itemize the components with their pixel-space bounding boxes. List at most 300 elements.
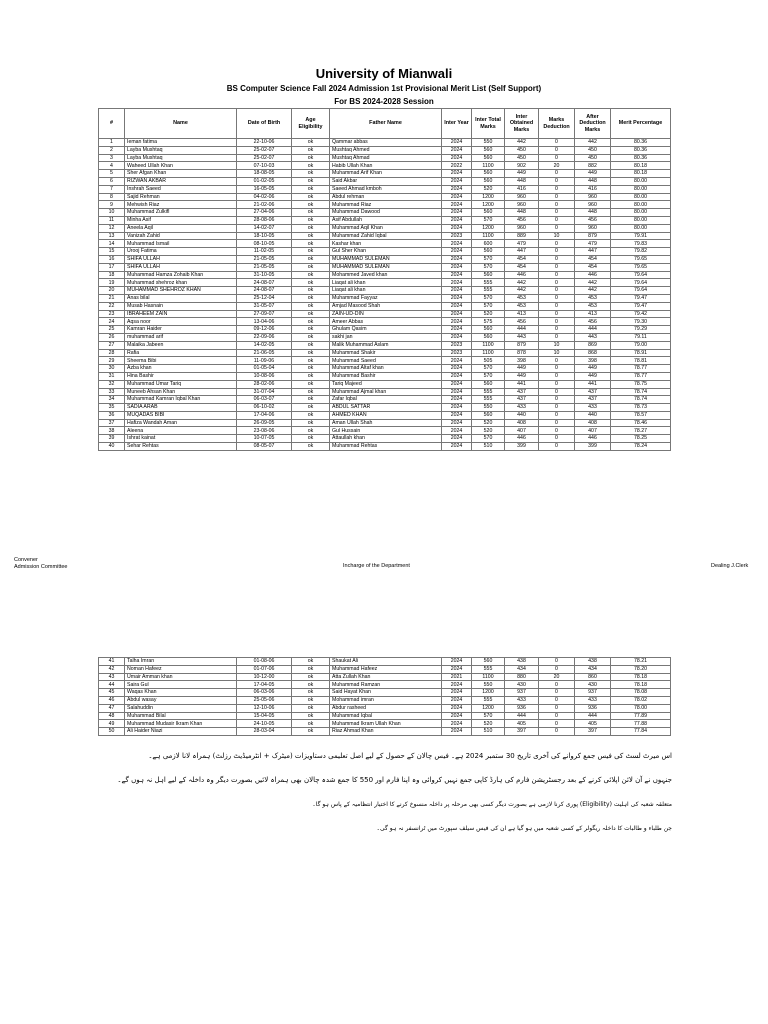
table-cell: 1200	[472, 704, 505, 712]
note-registration-form: جنہوں نے آن لائن اپلائی کرنے کے بعد رجسٹریشن فارم کی ہارڈ کاپی جمع نہیں کروائی وہ اپنا فارم اور 550 کا جمع شدہ چالان بھی ہمراہ لائیں بصورت دیگر وہ داخلہ کے لیے اہل نہ ہوں گے۔	[117, 776, 672, 784]
table-cell: 38	[99, 427, 125, 435]
table-cell: 454	[575, 255, 611, 263]
table-cell: 430	[505, 681, 539, 689]
table-cell: 43	[99, 673, 125, 681]
table-cell: 2024	[442, 357, 472, 365]
table-cell: ok	[292, 333, 330, 341]
table-cell: 10-12-00	[237, 673, 292, 681]
table-row	[99, 380, 671, 388]
table-cell: Abdul rehman	[330, 193, 442, 201]
table-cell: 889	[505, 232, 539, 240]
instructions-section	[112, 752, 672, 848]
table-cell: 0	[539, 193, 575, 201]
table-cell: 0	[539, 365, 575, 373]
table-cell: 2024	[442, 712, 472, 720]
table-cell: ok	[292, 154, 330, 162]
table-cell: 444	[505, 712, 539, 720]
table-row	[99, 224, 671, 232]
table-cell: 79.42	[611, 310, 671, 318]
table-cell: Waqas Khan	[125, 689, 237, 697]
table-cell: 0	[539, 302, 575, 310]
convener-signature-label	[14, 557, 68, 571]
table-cell: 448	[575, 177, 611, 185]
table-cell: 04-02-06	[237, 193, 292, 201]
table-row	[99, 333, 671, 341]
table-cell: ok	[292, 326, 330, 334]
table-cell: 397	[505, 728, 539, 736]
table-cell: 453	[575, 302, 611, 310]
table-cell: 560	[472, 170, 505, 178]
table-cell: Muhammad Bilal	[125, 712, 237, 720]
table-cell: 0	[539, 185, 575, 193]
table-cell: Riaz Ahmad Khan	[330, 728, 442, 736]
table-cell: 1100	[472, 162, 505, 170]
table-cell: 10	[539, 349, 575, 357]
table-cell: 2024	[442, 396, 472, 404]
table-cell: 3	[99, 154, 125, 162]
note-fee-deadline: اس میرٹ لسٹ کی فیس جمع کروانے کی آخری تاریخ 30 ستمبر 2024 ہے۔ فیس چالان کے حصول کے لیے اصل تعلیمی دستاویزات (میٹرک + انٹرمیڈیٹ رزلٹ) ہمراہ لانا لازمی ہے۔	[148, 752, 672, 760]
table-cell: 2024	[442, 177, 472, 185]
table-cell: Said Akbar	[330, 177, 442, 185]
table-cell: 0	[539, 435, 575, 443]
table-cell: Muhammad Zulkifl	[125, 209, 237, 217]
table-cell: 447	[575, 248, 611, 256]
table-cell: 1100	[472, 349, 505, 357]
table-cell: Muhammad Saeed	[330, 357, 442, 365]
column-header: Marks Deduction	[539, 109, 575, 139]
table-cell: 78.02	[611, 696, 671, 704]
table-cell: 520	[472, 720, 505, 728]
table-cell: 06-03-07	[237, 396, 292, 404]
table-cell: 408	[575, 419, 611, 427]
table-cell: 28-02-06	[237, 380, 292, 388]
table-cell: 2024	[442, 248, 472, 256]
table-cell: 18-10-05	[237, 232, 292, 240]
table-cell: 77.89	[611, 712, 671, 720]
table-cell: 45	[99, 689, 125, 697]
table-cell: Mohammed Javed khan	[330, 271, 442, 279]
table-cell: 437	[505, 388, 539, 396]
table-cell: 441	[575, 380, 611, 388]
table-cell: 2024	[442, 271, 472, 279]
table-row	[99, 193, 671, 201]
table-cell: 442	[505, 287, 539, 295]
table-cell: ok	[292, 201, 330, 209]
table-cell: 78.27	[611, 427, 671, 435]
table-cell: Muhammad Iqbal	[330, 712, 442, 720]
table-cell: 448	[505, 177, 539, 185]
table-cell: 2023	[442, 232, 472, 240]
table-cell: 555	[472, 287, 505, 295]
table-cell: 14-02-05	[237, 341, 292, 349]
table-cell: 0	[539, 704, 575, 712]
table-cell: 79.64	[611, 271, 671, 279]
table-cell: 9	[99, 201, 125, 209]
table-row	[99, 302, 671, 310]
table-cell: 555	[472, 396, 505, 404]
table-cell: 15-04-05	[237, 712, 292, 720]
table-cell: 505	[472, 357, 505, 365]
table-cell: 560	[472, 333, 505, 341]
table-cell: 937	[505, 689, 539, 697]
table-cell: 0	[539, 209, 575, 217]
table-cell: 0	[539, 279, 575, 287]
table-cell: 0	[539, 263, 575, 271]
table-cell: ok	[292, 294, 330, 302]
table-cell: ok	[292, 263, 330, 271]
table-cell: 398	[575, 357, 611, 365]
column-header: Date of Birth	[237, 109, 292, 139]
table-cell: 2024	[442, 681, 472, 689]
table-row	[99, 365, 671, 373]
table-cell: SHIFA ULLAH	[125, 255, 237, 263]
table-cell: Gul Hussain	[330, 427, 442, 435]
table-cell: 79.30	[611, 318, 671, 326]
table-cell: 0	[539, 388, 575, 396]
table-cell: 446	[575, 435, 611, 443]
table-cell: Anas bilal	[125, 294, 237, 302]
table-cell: ok	[292, 170, 330, 178]
table-cell: 430	[575, 681, 611, 689]
column-header: Inter Obtained Marks	[505, 109, 539, 139]
table-cell: 2024	[442, 287, 472, 295]
table-row	[99, 341, 671, 349]
table-cell: ok	[292, 193, 330, 201]
table-cell: 0	[539, 443, 575, 451]
table-cell: 960	[575, 224, 611, 232]
table-cell: 6	[99, 177, 125, 185]
table-cell: 31-05-07	[237, 302, 292, 310]
table-cell: 36	[99, 411, 125, 419]
table-cell: 437	[575, 396, 611, 404]
table-cell: 520	[472, 419, 505, 427]
table-cell: 78.25	[611, 435, 671, 443]
table-cell: 2024	[442, 318, 472, 326]
table-cell: Muhammad Shakir	[330, 349, 442, 357]
table-cell: 447	[505, 248, 539, 256]
table-row	[99, 209, 671, 217]
table-cell: 2024	[442, 728, 472, 736]
table-row	[99, 443, 671, 451]
table-cell: 78.74	[611, 388, 671, 396]
table-cell: 47	[99, 704, 125, 712]
table-cell: 0	[539, 696, 575, 704]
table-cell: 555	[472, 279, 505, 287]
table-row	[99, 216, 671, 224]
table-cell: 2024	[442, 333, 472, 341]
table-cell: Liaqat ali khan	[330, 279, 442, 287]
table-cell: 0	[539, 728, 575, 736]
table-cell: Muhammad shehroz khan	[125, 279, 237, 287]
table-cell: Muhammad Rehtas	[330, 443, 442, 451]
table-cell: ok	[292, 696, 330, 704]
table-cell: Attaullah khan	[330, 435, 442, 443]
table-cell: 2024	[442, 255, 472, 263]
table-row	[99, 310, 671, 318]
table-cell: 560	[472, 177, 505, 185]
table-cell: 437	[575, 388, 611, 396]
table-cell: IBRAHEEM ZAIN	[125, 310, 237, 318]
table-cell: MUHAMMAD SULEMAN	[330, 263, 442, 271]
table-cell: 2024	[442, 427, 472, 435]
table-cell: Ieman fatima	[125, 139, 237, 147]
merit-table-part-1	[98, 108, 671, 451]
table-cell: 1200	[472, 201, 505, 209]
table-cell: 0	[539, 154, 575, 162]
table-cell: 80.36	[611, 139, 671, 147]
table-cell: 21-02-06	[237, 201, 292, 209]
table-cell: 27	[99, 341, 125, 349]
table-cell: 7	[99, 185, 125, 193]
table-cell: ok	[292, 720, 330, 728]
table-cell: ok	[292, 279, 330, 287]
table-cell: 550	[472, 681, 505, 689]
table-cell: 869	[575, 341, 611, 349]
table-cell: 22-09-06	[237, 333, 292, 341]
table-cell: 41	[99, 658, 125, 666]
table-cell: 2024	[442, 326, 472, 334]
table-cell: 25	[99, 326, 125, 334]
table-cell: 479	[575, 240, 611, 248]
table-cell: Muhammad Bashir	[330, 372, 442, 380]
table-cell: 32	[99, 380, 125, 388]
table-cell: 433	[505, 696, 539, 704]
table-cell: 1200	[472, 193, 505, 201]
table-row	[99, 388, 671, 396]
column-header: Merit Percentage	[611, 109, 671, 139]
table-row	[99, 349, 671, 357]
table-cell: 80.00	[611, 224, 671, 232]
table-cell: Muhammad Aqil Khan	[330, 224, 442, 232]
table-cell: 442	[575, 279, 611, 287]
merit-list-subtitle: BS Computer Science Fall 2024 Admission 1st Provisional Merit List (Self Support)	[226, 84, 542, 93]
table-row	[99, 146, 671, 154]
table-cell: Minha Asif	[125, 216, 237, 224]
table-cell: 0	[539, 170, 575, 178]
table-row	[99, 696, 671, 704]
table-row	[99, 658, 671, 666]
table-cell: Malaika Jabeen	[125, 341, 237, 349]
table-cell: Shaukat Ali	[330, 658, 442, 666]
table-cell: 0	[539, 720, 575, 728]
table-row	[99, 162, 671, 170]
table-cell: 21	[99, 294, 125, 302]
table-cell: 2024	[442, 154, 472, 162]
table-cell: 2024	[442, 411, 472, 419]
table-cell: 442	[575, 287, 611, 295]
table-cell: 06-10-02	[237, 404, 292, 412]
table-cell: ok	[292, 665, 330, 673]
table-cell: 453	[505, 294, 539, 302]
table-cell: Sher Afgan Khan	[125, 170, 237, 178]
table-cell: 449	[505, 372, 539, 380]
table-cell: 24-10-05	[237, 720, 292, 728]
table-cell: 10	[539, 232, 575, 240]
table-cell: 450	[575, 154, 611, 162]
table-cell: 399	[505, 443, 539, 451]
table-cell: ok	[292, 404, 330, 412]
table-cell: 79.64	[611, 279, 671, 287]
table-cell: 2024	[442, 435, 472, 443]
table-cell: 456	[575, 318, 611, 326]
table-cell: 78.77	[611, 365, 671, 373]
table-cell: 0	[539, 201, 575, 209]
table-cell: ok	[292, 372, 330, 380]
table-cell: 398	[505, 357, 539, 365]
table-cell: 1100	[472, 673, 505, 681]
table-cell: ok	[292, 240, 330, 248]
table-cell: 560	[472, 248, 505, 256]
table-cell: 936	[505, 704, 539, 712]
table-cell: Muhammad Ajmal khan	[330, 388, 442, 396]
table-cell: 570	[472, 435, 505, 443]
table-cell: 79.47	[611, 294, 671, 302]
table-cell: ok	[292, 302, 330, 310]
table-cell: 450	[575, 146, 611, 154]
table-cell: 2024	[442, 380, 472, 388]
table-cell: 936	[575, 704, 611, 712]
table-cell: 78.18	[611, 681, 671, 689]
table-cell: ok	[292, 255, 330, 263]
table-cell: Talha Imran	[125, 658, 237, 666]
table-cell: Saira Gul	[125, 681, 237, 689]
table-cell: 449	[575, 170, 611, 178]
table-cell: 560	[472, 146, 505, 154]
table-row	[99, 318, 671, 326]
table-cell: Qammar abbas	[330, 139, 442, 147]
table-cell: 0	[539, 380, 575, 388]
table-cell: Muhammad Arif Khan	[330, 170, 442, 178]
table-cell: 78.57	[611, 411, 671, 419]
table-cell: 40	[99, 443, 125, 451]
table-cell: 33	[99, 388, 125, 396]
table-cell: Ameer Abbas	[330, 318, 442, 326]
table-cell: 79.00	[611, 341, 671, 349]
table-cell: 48	[99, 712, 125, 720]
table-cell: 444	[575, 712, 611, 720]
table-row	[99, 689, 671, 697]
table-cell: 2024	[442, 224, 472, 232]
table-cell: 17-04-06	[237, 411, 292, 419]
table-cell: 510	[472, 728, 505, 736]
table-cell: 2024	[442, 185, 472, 193]
table-cell: 4	[99, 162, 125, 170]
table-cell: 78.81	[611, 357, 671, 365]
column-header: Inter Total Marks	[472, 109, 505, 139]
table-cell: 0	[539, 240, 575, 248]
table-row	[99, 240, 671, 248]
table-cell: Aqsa noor	[125, 318, 237, 326]
table-cell: 79.29	[611, 326, 671, 334]
table-cell: 2	[99, 146, 125, 154]
table-row	[99, 404, 671, 412]
table-cell: 34	[99, 396, 125, 404]
table-cell: ok	[292, 162, 330, 170]
table-cell: 20	[99, 287, 125, 295]
table-cell: 433	[575, 404, 611, 412]
table-cell: 78.20	[611, 665, 671, 673]
table-cell: 443	[575, 333, 611, 341]
table-cell: 80.36	[611, 146, 671, 154]
table-cell: 442	[505, 279, 539, 287]
table-cell: 09-12-06	[237, 326, 292, 334]
table-cell: 2024	[442, 720, 472, 728]
table-cell: ok	[292, 365, 330, 373]
table-cell: 21-05-05	[237, 263, 292, 271]
table-cell: 453	[505, 302, 539, 310]
table-cell: 2024	[442, 170, 472, 178]
table-cell: Sehar Rehtas	[125, 443, 237, 451]
table-cell: ok	[292, 271, 330, 279]
table-cell: 2024	[442, 419, 472, 427]
table-cell: ok	[292, 224, 330, 232]
table-cell: 2024	[442, 216, 472, 224]
table-cell: 407	[505, 427, 539, 435]
table-row	[99, 419, 671, 427]
table-cell: 570	[472, 712, 505, 720]
table-cell: Muneeb Ahsan Khan	[125, 388, 237, 396]
table-cell: 453	[575, 294, 611, 302]
admission-committee-title: Admission Committee	[14, 564, 68, 570]
table-cell: 20	[539, 162, 575, 170]
table-cell: Inshrah Saeed	[125, 185, 237, 193]
table-cell: 0	[539, 287, 575, 295]
table-cell: 449	[505, 365, 539, 373]
table-row	[99, 704, 671, 712]
table-cell: Muhammad Fayyaz	[330, 294, 442, 302]
table-cell: 413	[575, 310, 611, 318]
table-cell: 456	[505, 216, 539, 224]
table-cell: 21-05-05	[237, 255, 292, 263]
table-cell: 560	[472, 209, 505, 217]
table-cell: 25-02-07	[237, 146, 292, 154]
table-cell: 2024	[442, 372, 472, 380]
table-cell: Urooj Fatima	[125, 248, 237, 256]
table-row	[99, 185, 671, 193]
table-cell: 2024	[442, 365, 472, 373]
table-cell: 1200	[472, 224, 505, 232]
table-row	[99, 357, 671, 365]
table-cell: ok	[292, 728, 330, 736]
table-cell: 78.77	[611, 372, 671, 380]
table-cell: 434	[575, 665, 611, 673]
table-cell: 880	[505, 673, 539, 681]
table-cell: Gul Sher Khan	[330, 248, 442, 256]
table-row	[99, 139, 671, 147]
table-cell: Hafiza Wandah Aman	[125, 419, 237, 427]
table-cell: 902	[505, 162, 539, 170]
table-cell: 2024	[442, 146, 472, 154]
table-cell: ABDUL SATTAR	[330, 404, 442, 412]
table-cell: Kamran Haider	[125, 326, 237, 334]
table-cell: 444	[575, 326, 611, 334]
table-row	[99, 177, 671, 185]
page-title: University of Mianwali	[315, 66, 453, 81]
table-row	[99, 263, 671, 271]
column-header: Age Eligibility	[292, 109, 330, 139]
table-cell: 2024	[442, 201, 472, 209]
table-cell: 555	[472, 388, 505, 396]
table-cell: 555	[472, 696, 505, 704]
table-cell: 27-04-06	[237, 209, 292, 217]
table-cell: 46	[99, 696, 125, 704]
table-cell: ok	[292, 443, 330, 451]
table-cell: Malik Muhammad Aslam	[330, 341, 442, 349]
table-cell: ok	[292, 673, 330, 681]
table-cell: 79.64	[611, 287, 671, 295]
table-cell: 0	[539, 427, 575, 435]
table-row	[99, 279, 671, 287]
